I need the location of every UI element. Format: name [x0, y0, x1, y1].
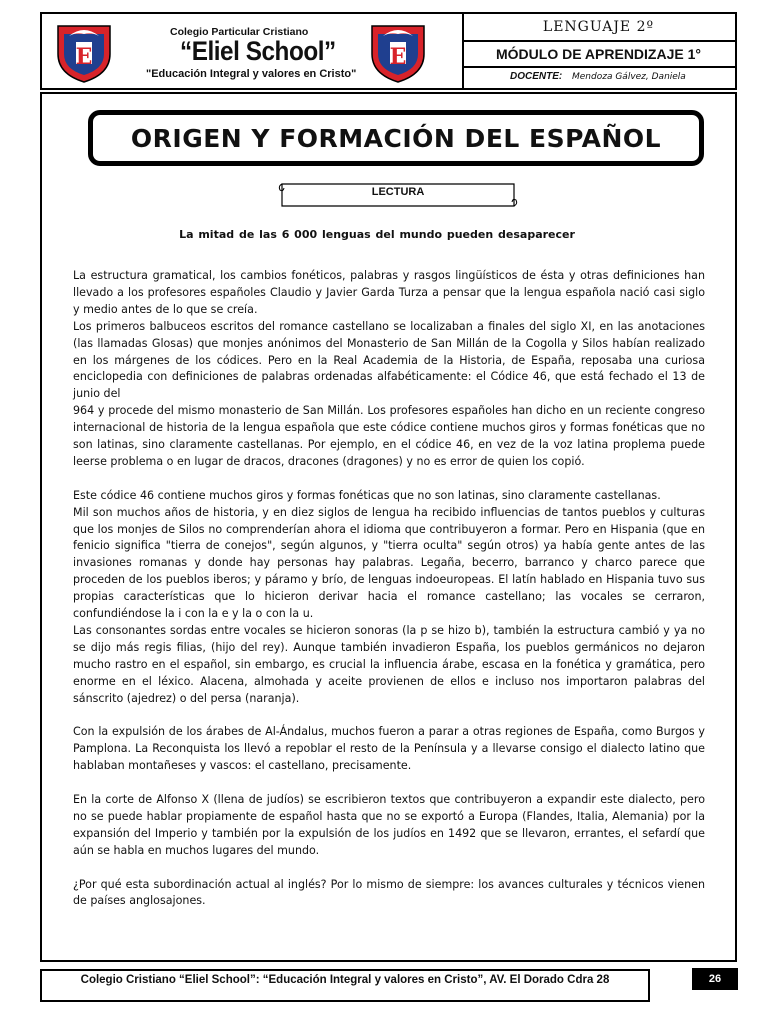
page-title: ORIGEN Y FORMACIÓN DEL ESPAÑOL	[88, 110, 704, 166]
reading-body	[73, 268, 705, 910]
course-title: LENGUAJE 2º	[542, 19, 655, 35]
paragraph: Los primeros balbuceos escritos del romance castellano se localizaban a finales del siglo XI, en las anotaciones (las llamadas Glosas) que monjes anónimos del Monasterio de San Millán de la Cogolla y Silos habían realizado en los márgenes de los códices. Pero en la Real Academia de la Historia, de España, reposaba una curiosa enciclopedia con definiciones de palabras ordenadas alfabéticamente: el Códice 46, que está fechado el 13 de junio del	[73, 319, 705, 401]
section-banner	[276, 180, 520, 210]
paragraph: ¿Por qué esta subordinación actual al inglés? Por lo mismo de siempre: los avances culturales y técnicos vienen de países anglosajones.	[73, 877, 705, 908]
paragraph: 964 y procede del mismo monasterio de San Millán. Los profesores españoles han dicho en un reciente congreso internacional de historia de la lengua española que este códice contiene muchos giros y formas fonéticas que no son latinas, sino claramente castellanas. Por ejemplo, en el códice 46, en vez de la voz latina proplema puede leerse problema o en lugar de dracos, dracones (dragones) y no es error de quien los copió.	[73, 404, 705, 468]
school-name: “Eliel School”	[180, 36, 336, 66]
footer: Colegio Cristiano “Eliel School”: “Educación Integral y valores en Cristo”, AV. El Dorado Cdra 28	[40, 969, 650, 1002]
school-banner	[42, 14, 464, 88]
svg-text:E: E	[389, 44, 407, 70]
paragraph: Mil son muchos años de historia, y en diez siglos de lengua ha recibido influencias de tantos pueblos y culturas que los monjes de Silos no comprenderían ahora el idioma que contribuyeron a formar. Pero en Hispania (que en fenicio significa "tierra de conejos", según algunos, y "tierra oculta" según otros) ya había gente antes de las invasiones romanas y donde hay personas hay palabras. Legaña, becerro, barranco y charco parece que proceden de los pueblos iberos; y páramo y brío, de lenguas indoeuropeas. El latín hablado en Hispania tuvo sus propias características que lo hicieron derivar hacia el romance castellano; las vocales se cerraron, confundiéndose la i con la e y la o con la u.	[73, 505, 705, 621]
school-crest-right-icon	[368, 20, 428, 84]
school-type-label: Colegio Particular Cristiano	[170, 26, 309, 38]
module-row	[462, 42, 735, 68]
docente-label: DOCENTE:	[510, 71, 563, 82]
school-motto: "Educación Integral y valores en Cristo"	[146, 68, 357, 80]
svg-text:E: E	[75, 44, 93, 70]
section-label: LECTURA	[371, 186, 425, 198]
paragraph: Las consonantes sordas entre vocales se hicieron sonoras (la p se hizo b), también la estructura cambió y ya no se dijo más regis filias, (hijo del rey). Aunque también invadieron España, los pueblos germánicos no dejaron mucho rastro en el español, sin embargo, es crucial la influencia árabe, escasa en la fonética y gramática, pero enorme en el léxico. Alacena, almohada y aceite provienen de ellos e incluso nos importaron palabras del sánscrito (ajedrez) o del persa (naranja).	[73, 624, 705, 705]
paragraph: Este códice 46 contiene muchos giros y formas fonéticas que no son latinas, sino claramente castellanas.	[73, 488, 661, 502]
paragraph: La estructura gramatical, los cambios fonéticos, palabras y rasgos lingüísticos de ésta y otras definiciones han llevado a los profesores españoles Claudio y Javier Garda Turza a pensar que la lengua española nació casi siglo y medio antes de lo que se creía.	[73, 269, 705, 316]
school-crest-left-icon	[54, 20, 114, 84]
course-row	[462, 14, 735, 42]
page-number: 26	[692, 968, 738, 990]
docente-row	[462, 68, 735, 88]
course-info	[462, 14, 735, 88]
module-title: MÓDULO DE APRENDIZAJE 1°	[496, 46, 701, 62]
reading-subtitle: La mitad de las 6 000 lenguas del mundo pueden desaparecer	[179, 228, 575, 241]
docente-name: Mendoza Gálvez, Daniela	[572, 72, 686, 82]
paragraph: Con la expulsión de los árabes de Al-Ándalus, muchos fueron a parar a otras regiones de España, como Burgos y Pamplona. La Reconquista los llevó a repoblar el resto de la Península y a llevarse consigo el dialecto latino que hablaban montañeses y vascos: el castellano, precisamente.	[73, 725, 705, 773]
document-header	[40, 12, 737, 90]
paragraph: En la corte de Alfonso X (llena de judíos) se escribieron textos que contribuyeron a expandir este dialecto, pero no se puede hablar propiamente de español hasta que no se exportó a Europa (Flandes, Italia, Alemania) por la expansión del Imperio y también por la expulsión de los judíos en 1492 que se llevaron, errantes, el sefardí que aún se habla en muchos lugares del mundo.	[73, 793, 705, 857]
